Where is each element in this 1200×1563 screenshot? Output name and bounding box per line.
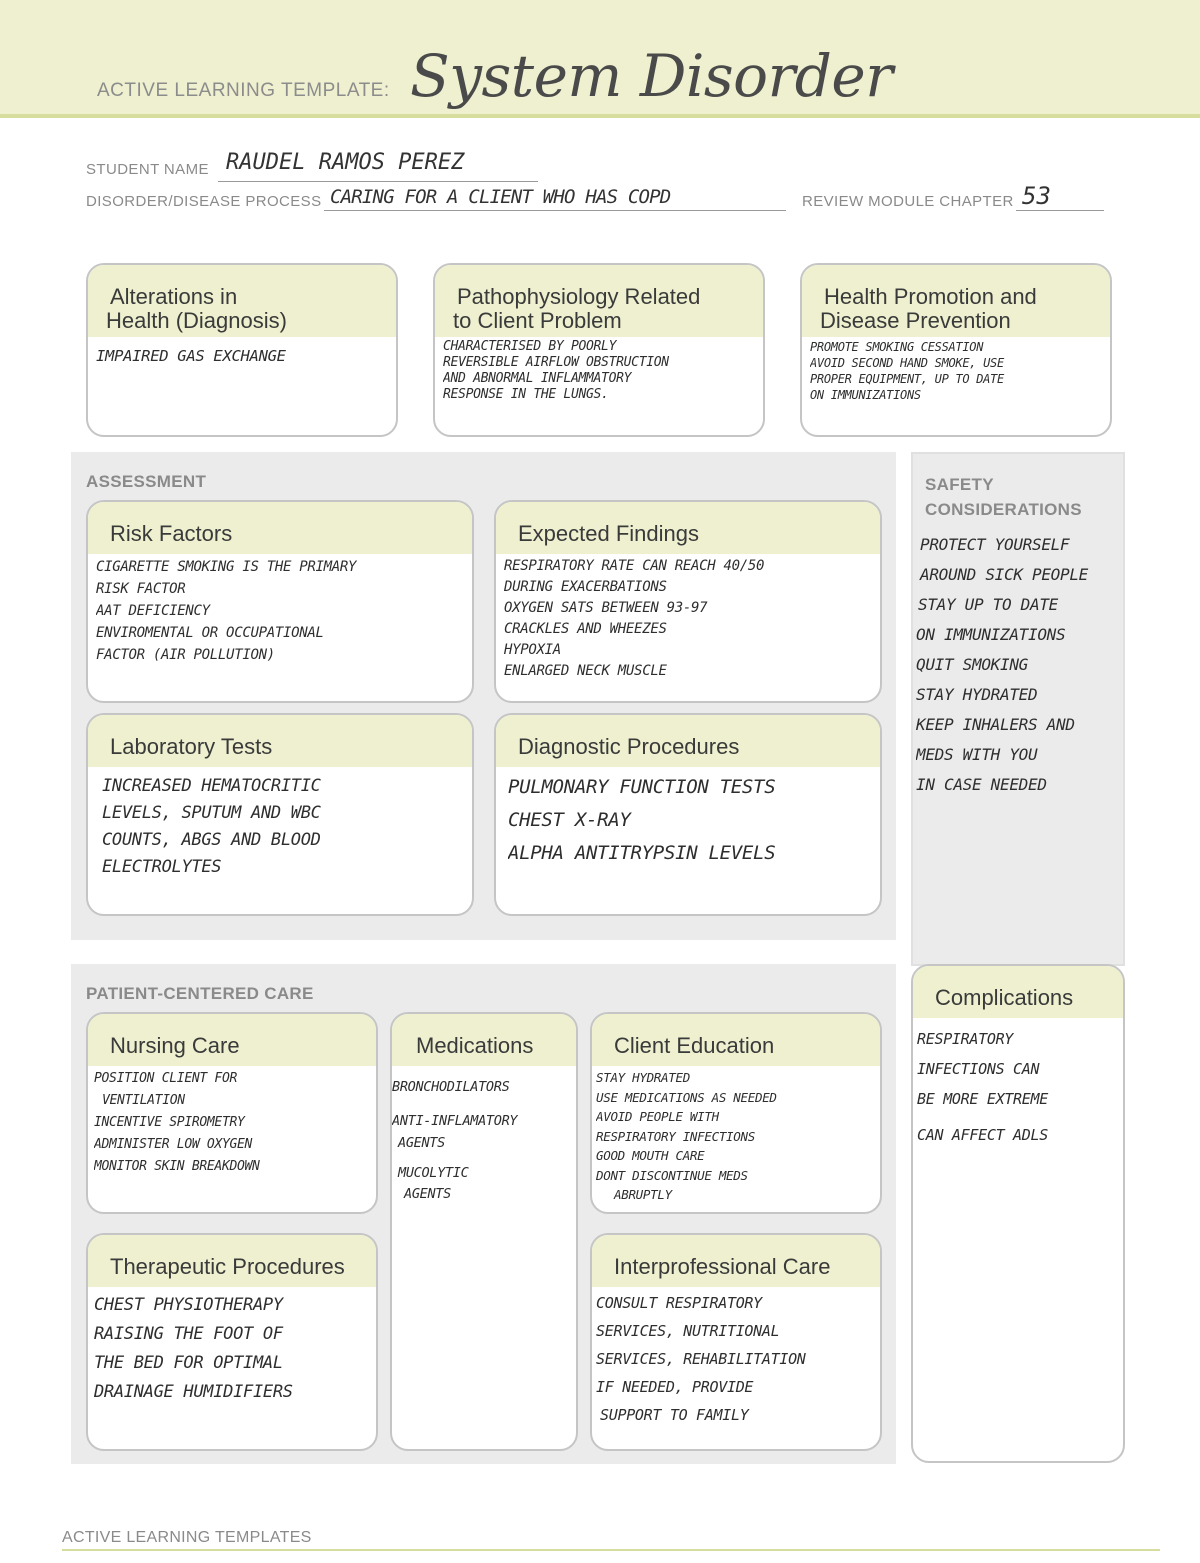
health-promotion-title-line1: Health Promotion and — [824, 284, 1037, 309]
interprofessional-care-line: IF NEEDED, PROVIDE — [596, 1378, 754, 1396]
diagnostic-procedures-line: CHEST X-RAY — [508, 809, 631, 831]
complications-line: INFECTIONS CAN — [917, 1060, 1040, 1078]
health-promotion-title — [802, 265, 1110, 337]
safety-label — [925, 472, 1082, 522]
disorder-line — [324, 210, 786, 211]
therapeutic-procedures-box — [86, 1233, 378, 1451]
alterations-line: IMPAIRED GAS EXCHANGE — [96, 347, 286, 365]
complications-box — [911, 964, 1125, 1463]
interprofessional-care-line: CONSULT RESPIRATORY — [596, 1294, 762, 1312]
risk-factors-title: Risk Factors — [88, 502, 472, 554]
diagnostic-procedures-line: PULMONARY FUNCTION TESTS — [508, 776, 776, 798]
chapter-line — [1016, 210, 1104, 211]
diagnostic-procedures-line: ALPHA ANTITRYPSIN LEVELS — [508, 842, 776, 864]
risk-factors-line: AAT DEFICIENCY — [96, 603, 210, 619]
footer-label: ACTIVE LEARNING TEMPLATES — [62, 1529, 312, 1546]
patient-care-label: PATIENT-CENTERED CARE — [86, 984, 314, 1003]
therapeutic-procedures-line: DRAINAGE HUMIDIFIERS — [94, 1382, 293, 1402]
chapter-label: REVIEW MODULE CHAPTER — [802, 193, 1014, 210]
diagnostic-procedures-content — [496, 767, 880, 870]
safety-line: QUIT SMOKING — [916, 655, 1028, 674]
student-name-label: STUDENT NAME — [86, 161, 209, 178]
pathophysiology-line: RESPONSE IN THE LUNGS. — [443, 387, 609, 402]
risk-factors-line: FACTOR (AIR POLLUTION) — [96, 647, 275, 663]
medications-box — [390, 1012, 578, 1451]
alterations-title-line2: Health (Diagnosis) — [106, 308, 287, 333]
risk-factors-box — [86, 500, 474, 703]
therapeutic-procedures-line: RAISING THE FOOT OF — [94, 1324, 283, 1344]
laboratory-tests-box — [86, 713, 474, 916]
medications-line: AGENTS — [404, 1186, 451, 1202]
risk-factors-line: ENVIROMENTAL OR OCCUPATIONAL — [96, 625, 324, 641]
health-promotion-line: PROPER EQUIPMENT, UP TO DATE — [810, 372, 1004, 386]
safety-label-line2: CONSIDERATIONS — [925, 500, 1082, 519]
interprofessional-care-line: SUPPORT TO FAMILY — [600, 1406, 749, 1424]
client-education-line: DONT DISCONTINUE MEDS — [596, 1167, 748, 1183]
pathophysiology-title-line2: to Client Problem — [453, 308, 622, 333]
health-promotion-line: AVOID SECOND HAND SMOKE, USE — [810, 356, 1004, 370]
alterations-box — [86, 263, 398, 437]
interprofessional-care-title: Interprofessional Care — [592, 1235, 880, 1287]
safety-line: KEEP INHALERS AND — [916, 715, 1075, 734]
therapeutic-procedures-line: THE BED FOR OPTIMAL — [94, 1353, 283, 1373]
medications-line: BRONCHODILATORS — [392, 1079, 510, 1095]
pathophysiology-title — [435, 265, 763, 337]
nursing-care-content — [88, 1066, 376, 1178]
laboratory-tests-line: COUNTS, ABGS AND BLOOD — [102, 830, 321, 850]
interprofessional-care-content — [592, 1287, 880, 1429]
expected-findings-line: HYPOXIA — [504, 642, 561, 658]
expected-findings-line: OXYGEN SATS BETWEEN 93-97 — [504, 600, 708, 616]
laboratory-tests-content — [88, 767, 472, 881]
risk-factors-content — [88, 554, 472, 666]
health-promotion-line: ON IMMUNIZATIONS — [810, 388, 921, 402]
client-education-box — [590, 1012, 882, 1214]
expected-findings-box — [494, 500, 882, 703]
complications-line: BE MORE EXTREME — [917, 1090, 1048, 1108]
interprofessional-care-line: SERVICES, NUTRITIONAL — [596, 1322, 780, 1340]
complications-title: Complications — [913, 966, 1123, 1018]
disorder-value: CARING FOR A CLIENT WHO HAS COPD — [330, 186, 671, 208]
chapter-value: 53 — [1022, 182, 1051, 210]
expected-findings-title: Expected Findings — [496, 502, 880, 554]
nursing-care-line: VENTILATION — [102, 1093, 185, 1108]
client-education-line: GOOD MOUTH CARE — [596, 1148, 705, 1163]
alterations-content — [88, 337, 396, 367]
therapeutic-procedures-content — [88, 1287, 376, 1407]
medications-title: Medications — [392, 1014, 576, 1066]
expected-findings-line: CRACKLES AND WHEEZES — [504, 621, 667, 637]
pathophysiology-box — [433, 263, 765, 437]
client-education-line: STAY HYDRATED — [596, 1070, 690, 1085]
expected-findings-line: DURING EXACERBATIONS — [504, 579, 667, 595]
template-label: ACTIVE LEARNING TEMPLATE: — [97, 80, 390, 101]
laboratory-tests-line: INCREASED HEMATOCRITIC — [102, 776, 321, 796]
assessment-label: ASSESSMENT — [86, 472, 207, 491]
disorder-label: DISORDER/DISEASE PROCESS — [86, 193, 322, 210]
expected-findings-content — [496, 554, 880, 682]
nursing-care-title: Nursing Care — [88, 1014, 376, 1066]
diagnostic-procedures-box — [494, 713, 882, 916]
pathophysiology-line: CHARACTERISED BY POORLY — [443, 339, 617, 354]
client-education-line: ABRUPTLY — [614, 1187, 672, 1202]
risk-factors-line: CIGARETTE SMOKING IS THE PRIMARY — [96, 559, 357, 575]
interprofessional-care-line: SERVICES, REHABILITATION — [596, 1350, 806, 1368]
medications-line: ANTI-INFLAMATORY — [392, 1113, 518, 1129]
safety-content — [916, 530, 1124, 800]
student-name-line — [218, 181, 538, 182]
health-promotion-title-line2: Disease Prevention — [820, 308, 1011, 333]
health-promotion-content — [802, 337, 1110, 403]
laboratory-tests-line: LEVELS, SPUTUM AND WBC — [102, 803, 321, 823]
safety-line: STAY HYDRATED — [916, 685, 1038, 704]
medications-content — [392, 1066, 576, 1204]
student-name-value: RAUDEL RAMOS PEREZ — [226, 150, 465, 175]
medications-line: MUCOLYTIC — [398, 1165, 469, 1181]
risk-factors-line: RISK FACTOR — [96, 581, 186, 597]
pathophysiology-content — [435, 337, 763, 403]
complications-line: CAN AFFECT ADLS — [917, 1126, 1048, 1144]
expected-findings-line: RESPIRATORY RATE CAN REACH 40/50 — [504, 558, 765, 574]
medications-line: AGENTS — [398, 1135, 445, 1151]
interprofessional-care-box — [590, 1233, 882, 1451]
safety-line: IN CASE NEEDED — [916, 775, 1047, 794]
footer-line — [62, 1549, 1160, 1551]
safety-line: ON IMMUNIZATIONS — [916, 625, 1066, 644]
alterations-title — [88, 265, 396, 337]
page-title: System Disorder — [410, 42, 893, 110]
pathophysiology-title-line1: Pathophysiology Related — [457, 284, 701, 309]
safety-line: STAY UP TO DATE — [918, 595, 1058, 614]
nursing-care-line: POSITION CLIENT FOR — [94, 1071, 238, 1086]
client-education-line: AVOID PEOPLE WITH — [596, 1109, 719, 1124]
client-education-line: RESPIRATORY INFECTIONS — [596, 1128, 755, 1144]
nursing-care-line: MONITOR SKIN BREAKDOWN — [94, 1159, 260, 1174]
laboratory-tests-title: Laboratory Tests — [88, 715, 472, 767]
nursing-care-line: ADMINISTER LOW OXYGEN — [94, 1137, 253, 1152]
safety-line: MEDS WITH YOU — [916, 745, 1038, 764]
health-promotion-box — [800, 263, 1112, 437]
pathophysiology-line: AND ABNORMAL INFLAMMATORY — [443, 371, 632, 386]
safety-line: PROTECT YOURSELF — [920, 535, 1070, 554]
complications-content — [913, 1018, 1123, 1150]
pathophysiology-line: REVERSIBLE AIRFLOW OBSTRUCTION — [443, 355, 669, 370]
alterations-title-line1: Alterations in — [110, 284, 238, 309]
nursing-care-box — [86, 1012, 378, 1214]
health-promotion-line: PROMOTE SMOKING CESSATION — [810, 340, 984, 354]
expected-findings-line: ENLARGED NECK MUSCLE — [504, 663, 667, 679]
safety-label-line1: SAFETY — [925, 475, 994, 494]
therapeutic-procedures-title: Therapeutic Procedures — [88, 1235, 376, 1287]
laboratory-tests-line: ELECTROLYTES — [102, 857, 222, 877]
nursing-care-line: INCENTIVE SPIROMETRY — [94, 1115, 245, 1130]
therapeutic-procedures-line: CHEST PHYSIOTHERAPY — [94, 1295, 283, 1315]
complications-line: RESPIRATORY — [917, 1030, 1014, 1048]
client-education-content — [592, 1066, 880, 1205]
diagnostic-procedures-title: Diagnostic Procedures — [496, 715, 880, 767]
safety-line: AROUND SICK PEOPLE — [920, 565, 1088, 584]
client-education-title: Client Education — [592, 1014, 880, 1066]
client-education-line: USE MEDICATIONS AS NEEDED — [596, 1089, 777, 1105]
